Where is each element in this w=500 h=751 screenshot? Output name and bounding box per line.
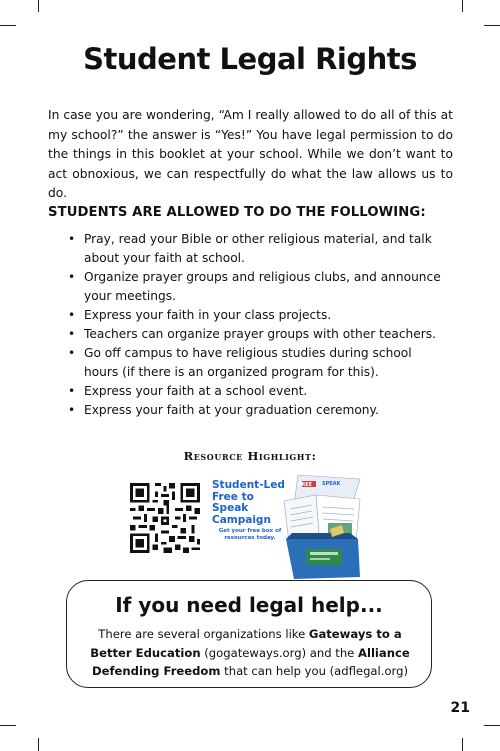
crop-mark — [484, 725, 500, 726]
list-item: • Express your faith in your class projects. — [68, 306, 448, 325]
crop-mark — [38, 738, 39, 751]
legal-help-text-part: that can help you (adflegal.org) — [220, 664, 408, 678]
box-label-speak: SPEAK — [322, 481, 341, 487]
crop-mark — [462, 0, 463, 12]
page-number: 21 — [450, 700, 470, 716]
crop-mark — [484, 25, 500, 26]
intro-paragraph: In case you are wondering, “Am I really allowed to do all of this at my school?” the answer is “Yes!” You have legal permission to do the things in this booklet at your school. While we don’t want to act obnoxious, we can respectfully do what the law allows us to do. — [48, 108, 453, 200]
box-label-free: FREE — [298, 482, 313, 488]
org-adf-link[interactable]: Alliance Defending Freedom — [92, 645, 410, 678]
list-item: • Express your faith at a school event. — [68, 382, 448, 401]
allowed-heading: STUDENTS ARE ALLOWED TO DO THE FOLLOWING: — [48, 205, 426, 220]
list-item: • Pray, read your Bible or other religious material, and talk about your faith at school. — [68, 230, 448, 268]
legal-help-text-part: (gogateways.org) and the — [200, 645, 358, 660]
legal-help-text-part: There are several organizations like — [98, 627, 309, 641]
crop-mark — [0, 25, 16, 26]
list-item: • Go off campus to have religious studies during school hours (if there is an organized program for this). — [68, 344, 448, 382]
list-item: • Express your faith at your graduation ceremony. — [68, 401, 448, 420]
legal-help-title: If you need legal help... — [115, 593, 383, 617]
allowed-list — [68, 230, 448, 420]
campaign-subtitle: Get your free box of resources today. — [218, 528, 282, 541]
resource-highlight-heading: Resource Highlight: — [183, 449, 317, 463]
list-item: • Organize prayer groups and religious clubs, and announce your meetings. — [68, 268, 448, 306]
crop-mark — [0, 725, 16, 726]
org-gateways-link[interactable]: Gateways to a Better Education — [90, 627, 402, 660]
crop-mark — [38, 0, 39, 12]
legal-help-text — [84, 625, 416, 681]
page-title: Student Legal Rights — [83, 42, 417, 76]
list-item: • Teachers can organize prayer groups with other teachers. — [68, 325, 448, 344]
crop-mark — [462, 738, 463, 751]
campaign-title: Student-Led Free to Speak Campaign — [212, 479, 285, 526]
qr-code-icon[interactable] — [130, 483, 200, 553]
